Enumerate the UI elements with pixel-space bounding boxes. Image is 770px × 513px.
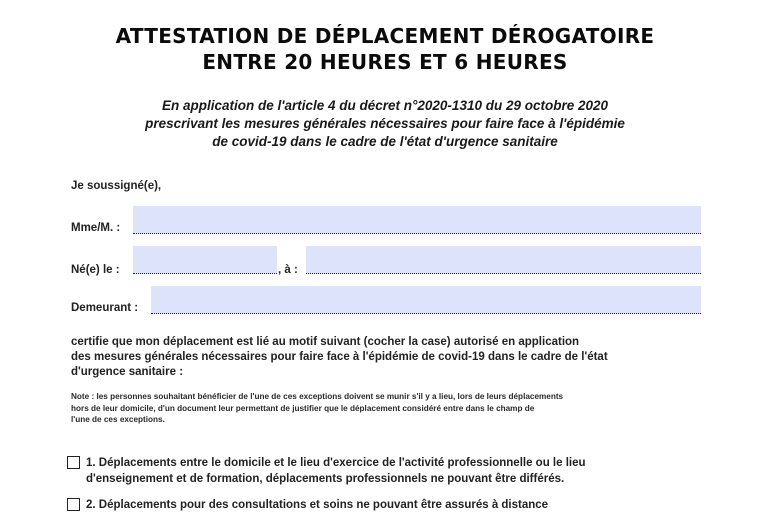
- option-1-checkbox[interactable]: [67, 456, 80, 469]
- note-line-3: l'une de ces exceptions.: [71, 415, 165, 424]
- option-1-line-1: 1. Déplacements entre le domicile et le lieu d'exercice de l'activité professionnelle ou le lieu: [86, 457, 586, 469]
- decree-line-2: prescrivant les mesures générales nécessaires pour faire face à l'épidémie: [145, 116, 625, 131]
- name-input[interactable]: [133, 206, 701, 233]
- certification-line-3: d'urgence sanitaire :: [71, 366, 184, 378]
- note-line-2: hors de leur domicile, d'un document leur permettant de justifier que le déplacement considéré entre dans le champ de: [71, 403, 535, 413]
- birth-date-label: Né(e) le :: [71, 264, 120, 276]
- note-line-1: Note : les personnes souhaitant bénéficier de l'une de ces exceptions doivent se munir s'il y a lieu, lors de leurs déplacements: [71, 392, 564, 401]
- address-field[interactable]: [151, 286, 701, 314]
- birthplace-label: , à :: [278, 264, 298, 276]
- address-label: Demeurant :: [71, 302, 139, 314]
- name-label: Mme/M. :: [71, 222, 121, 234]
- option-1-line-2: d'enseignement et de formation, déplacements professionnels ne pouvant être différés.: [86, 473, 565, 485]
- soussigne-label: Je soussigné(e),: [71, 180, 162, 192]
- birth-date-field[interactable]: [133, 246, 277, 274]
- option-2-checkbox[interactable]: [67, 498, 80, 511]
- birthplace-input[interactable]: [306, 246, 701, 273]
- option-1: [67, 455, 586, 487]
- birth-date-input[interactable]: [133, 246, 277, 273]
- decree-line-3: de covid-19 dans le cadre de l'état d'urgence sanitaire: [212, 134, 558, 149]
- certification-text: [71, 335, 711, 380]
- birthplace-field[interactable]: [306, 246, 701, 274]
- certification-line-2: des mesures générales nécessaires pour faire face à l'épidémie de covid-19 dans le cadre de l'état: [71, 351, 608, 363]
- decree-line-1: En application de l'article 4 du décret n°2020-1310 du 29 octobre 2020: [161, 98, 609, 113]
- address-input[interactable]: [151, 286, 701, 313]
- title-line-2: ENTRE 20 HEURES ET 6 HEURES: [202, 50, 568, 74]
- note-text: [71, 391, 711, 426]
- decree-reference: [0, 97, 770, 151]
- name-field[interactable]: [133, 206, 701, 234]
- option-2-line-1: 2. Déplacements pour des consultations et soins ne pouvant être assurés à distance: [86, 499, 549, 511]
- option-2: [67, 497, 548, 513]
- certification-line-1: certifie que mon déplacement est lié au motif suivant (cocher la case) autorisé en application: [71, 336, 580, 348]
- title-line-1: ATTESTATION DE DÉPLACEMENT DÉROGATOIRE: [115, 24, 655, 48]
